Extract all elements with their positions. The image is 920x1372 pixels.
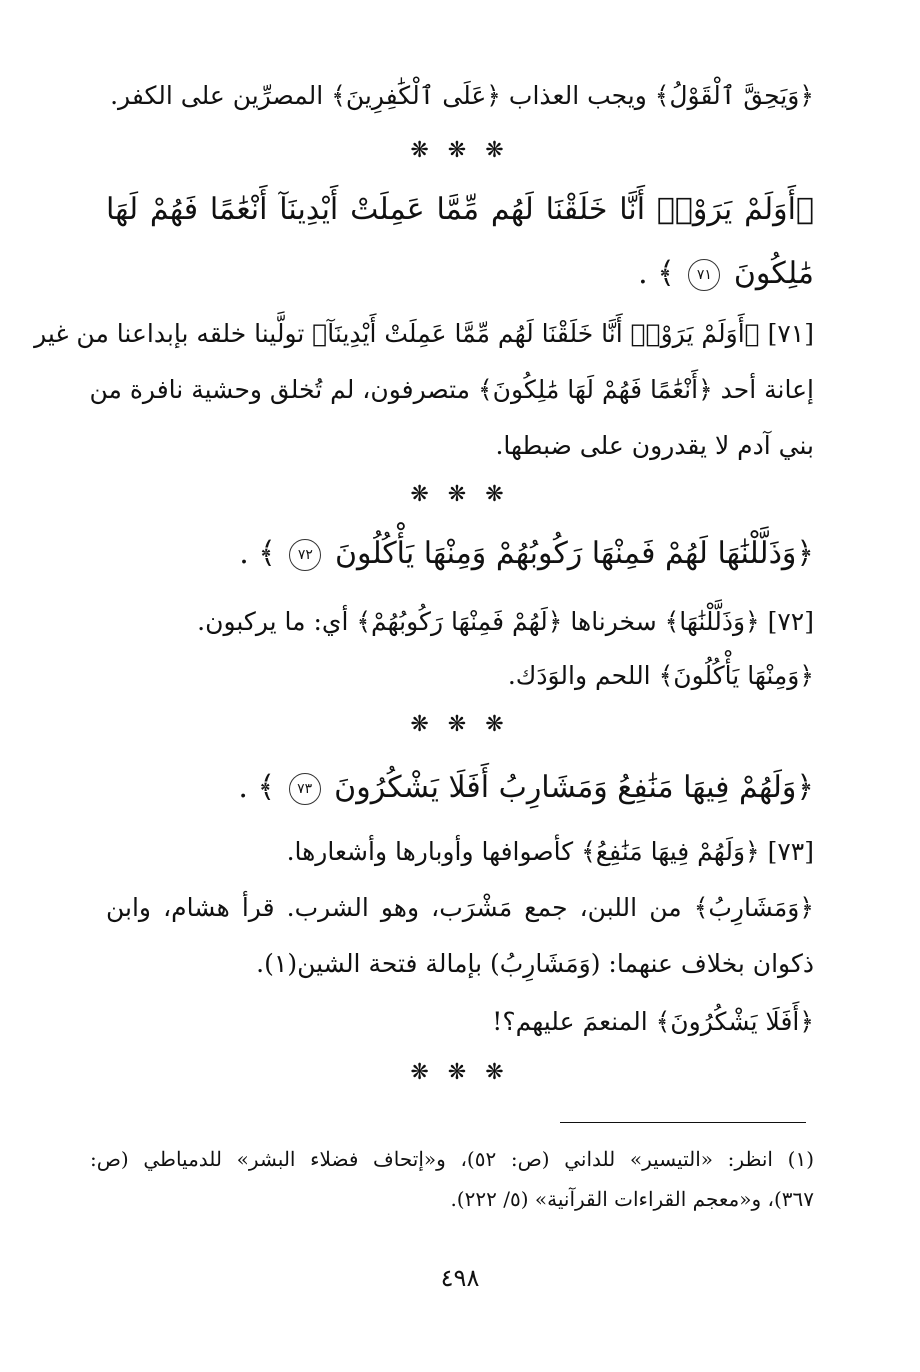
commentary-line: بني آدم لا يقدرون على ضبطها. (495, 431, 814, 460)
section-separator-ornament: ❋ ❋ ❋ (410, 712, 510, 737)
commentary-line: [٧٢] ﴿وَذَلَّلْنَٰهَا﴾ سخرناها ﴿لَهُمْ فَمِنْهَا رَكُوبُهُمْ﴾ أي: ما يركبون. (197, 607, 814, 636)
commentary-line: [٧١] ﴿أَوَلَمْ يَرَوْا۟ أَنَّا خَلَقْنَا لَهُم مِّمَّا عَمِلَتْ أَيْدِينَآ﴾ تولَّينا خلقه بإبداعنا من غير (34, 319, 814, 348)
commentary-line: ﴿وَمَشَارِبُ﴾ من اللبن، جمع مَشْرَب، وهو الشرب. قرأ هشام، وابن (106, 893, 814, 922)
quran-verse-line (106, 764, 814, 812)
quran-verse-line (106, 250, 814, 298)
footnote-separator (560, 1122, 806, 1123)
quran-verse-line: ﴿أَوَلَمْ يَرَوْا۟ أَنَّا خَلَقْنَا لَهُم مِّمَّا عَمِلَتْ أَيْدِينَآ أَنْعَٰمًا فَهُمْ لَهَا (106, 192, 814, 227)
verse-end-bracket: ﴾ . (239, 536, 276, 571)
section-separator-ornament: ❋ ❋ ❋ (410, 482, 510, 507)
footnote-line: (١) انظر: «التيسير» للداني (ص: ٥٢)، و«إتحاف فضلاء البشر» للدمياطي (ص: (90, 1147, 814, 1171)
ayah-number-marker: ٧٣ (289, 773, 321, 805)
quran-verse-line (106, 530, 814, 578)
verse-text: مَٰلِكُونَ (733, 256, 814, 291)
text-line: ﴿وَيَحِقَّ ٱلْقَوْلُ﴾ ويجب العذاب ﴿عَلَى ٱلْكَٰفِرِينَ﴾ المصرِّين على الكفر. (110, 81, 814, 110)
ayah-number-marker: ٧٢ (289, 539, 321, 571)
commentary-line: إعانة أحد ﴿أَنْعَٰمًا فَهُمْ لَهَا مَٰلِكُونَ﴾ متصرفون، لم تُخلق وحشية نافرة من (89, 375, 814, 404)
footnote-line: ٣٦٧)، و«معجم القراءات القرآنية» (٥/ ٢٢٢). (450, 1187, 814, 1211)
commentary-line: ذكوان بخلاف عنهما: (وَمَشَارِبُ) بإمالة فتحة الشين(١). (256, 949, 814, 978)
commentary-line: [٧٣] ﴿وَلَهُمْ فِيهَا مَنَٰفِعُ﴾ كأصوافها وأوبارها وأشعارها. (286, 837, 814, 866)
commentary-line: ﴿أَفَلَا يَشْكُرُونَ﴾ المنعمَ عليهم؟! (492, 1007, 814, 1036)
commentary-line: ﴿وَمِنْهَا يَأْكُلُونَ﴾ اللحم والوَدَك. (507, 661, 814, 690)
verse-text: ﴿وَلَهُمْ فِيهَا مَنَٰفِعُ وَمَشَارِبُ أَفَلَا يَشْكُرُونَ (334, 770, 814, 805)
verse-end-bracket: ﴾ . (638, 256, 675, 291)
section-separator-ornament: ❋ ❋ ❋ (410, 138, 510, 163)
section-separator-ornament: ❋ ❋ ❋ (410, 1060, 510, 1085)
verse-text: ﴿وَذَلَّلْنَٰهَا لَهُمْ فَمِنْهَا رَكُوبُهُمْ وَمِنْهَا يَأْكُلُونَ (334, 536, 814, 571)
page-number: ٤٩٨ (440, 1264, 480, 1292)
verse-end-bracket: ﴾ . (238, 770, 276, 805)
ayah-number-marker: ٧١ (688, 259, 720, 291)
